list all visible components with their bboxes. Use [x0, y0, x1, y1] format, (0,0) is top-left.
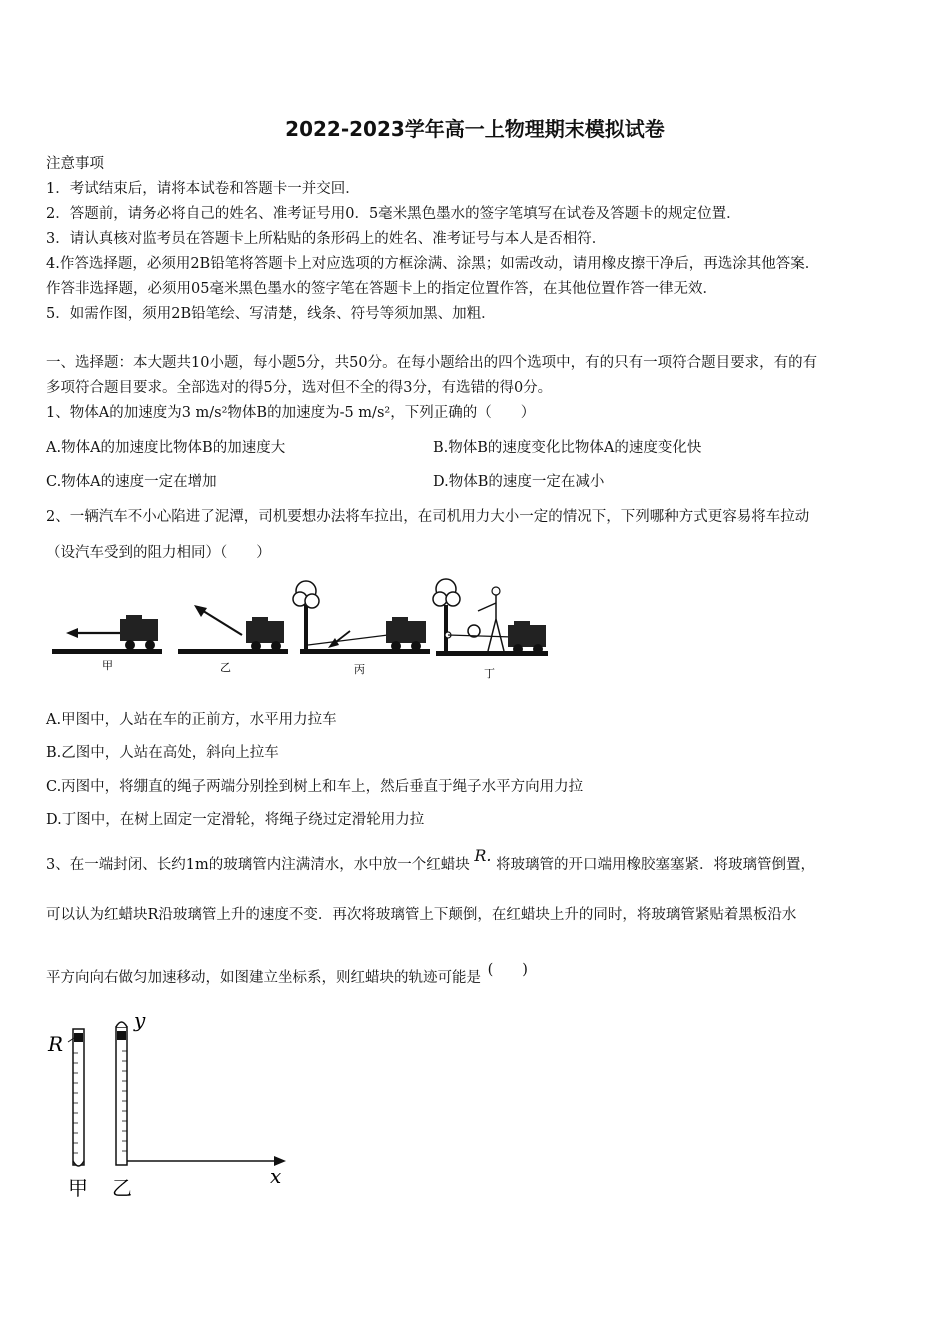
question-1-stem: 1、物体A的加速度为3 m/s²物体B的加速度为-5 m/s²，下列正确的（ ）: [46, 405, 536, 421]
wax-block-jia: [74, 1033, 83, 1042]
label-x: x: [270, 1164, 282, 1188]
figure-label-jia: 甲: [102, 659, 113, 672]
label-y: y: [134, 1008, 146, 1032]
section-instructions: 多项符合题目要求。全部选对的得5分，选对但不全的得3分，有选错的得0分。: [46, 380, 553, 396]
question-1-option-d: D.物体B的速度一定在减小: [433, 474, 605, 490]
question-3-answer-paren: ( ): [487, 962, 528, 978]
label-yi: 乙: [112, 1176, 132, 1200]
panel-ding: [433, 579, 548, 680]
notice-item: 作答非选择题，必须用05毫米黑色墨水的签字笔在答题卡上的指定位置作答，在其他位置作答一律无效．: [46, 281, 717, 297]
question-2-stem: 2、一辆汽车不小心陷进了泥潭，司机要想办法将车拉出，在司机用力大小一定的情况下，下列哪种方式更容易将车拉动: [46, 509, 810, 525]
notice-item: 4.作答选择题，必须用2B铅笔将答题卡上对应选项的方框涂满、涂黑；如需改动，请用橡皮擦干净后，再选涂其他答案．: [46, 256, 820, 272]
question-1-option-a: A.物体A的加速度比物体B的加速度大: [46, 440, 286, 456]
question-3-stem-part: 将玻璃管的开口端用橡胶塞塞紧．将玻璃管倒置，: [496, 857, 816, 873]
panel-yi: [178, 605, 288, 674]
label-jia: 甲: [68, 1176, 88, 1200]
page-title: 2022-2023学年高一上物理期末模拟试卷: [285, 117, 665, 141]
question-3-stem-part: 平方向向右做匀加速移动，如图建立坐标系，则红蜡块的轨迹可能是: [46, 970, 481, 986]
figure-label-ding: 丁: [484, 667, 495, 680]
notice-item: 3．请认真核对监考员在答题卡上所粘贴的条形码上的姓名、准考证号与本人是否相符．: [46, 231, 607, 247]
question-2-option-d: D.丁图中，在树上固定一定滑轮，将绳子绕过定滑轮用力拉: [46, 812, 425, 828]
question-2-figure: [50, 575, 560, 685]
figure-label-bing: 丙: [354, 663, 365, 676]
question-3-stem: [46, 846, 816, 874]
question-2-option-b: B.乙图中，人站在高处，斜向上拉车: [46, 745, 279, 761]
question-2-stem: （设汽车受到的阻力相同）（ ）: [46, 545, 271, 561]
panel-jia: [52, 615, 162, 672]
notice-heading: 注意事项: [46, 156, 104, 172]
panel-bing: [293, 581, 430, 676]
figure-label-yi: 乙: [220, 661, 231, 674]
question-3-r-symbol: R.: [474, 846, 492, 865]
question-3-stem: 可以认为红蜡块R沿玻璃管上升的速度不变．再次将玻璃管上下颠倒，在红蜡块上升的同时，将玻璃管紧贴着黑板沿水: [46, 907, 797, 923]
question-1-option-c: C.物体A的速度一定在增加: [46, 474, 217, 490]
glass-tube-jia: [73, 1029, 84, 1165]
question-1-option-b: B.物体B的速度变化比物体A的速度变化快: [433, 440, 702, 456]
question-2-option-a: A.甲图中，人站在车的正前方，水平用力拉车: [46, 712, 337, 728]
glass-tube-yi: [116, 1027, 127, 1165]
question-3-stem-part: 3、在一端封闭、长约1m的玻璃管内注满清水，水中放一个红蜡块: [46, 857, 470, 873]
question-3-stem: [46, 962, 528, 987]
notice-item: 2．答题前，请务必将自己的姓名、准考证号用0．5毫米黑色墨水的签字笔填写在试卷及答题卡的规定位置．: [46, 206, 741, 222]
label-r: R: [48, 1032, 64, 1056]
notice-item: 5．如需作图，须用2B铅笔绘、写清楚，线条、符号等须加黑、加粗．: [46, 306, 496, 322]
section-instructions: 一、选择题：本大题共10小题，每小题5分，共50分。在每小题给出的四个选项中，有的只有一项符合题目要求，有的有: [46, 355, 818, 371]
question-2-option-c: C.丙图中，将绷直的绳子两端分别拴到树上和车上，然后垂直于绳子水平方向用力拉: [46, 779, 584, 795]
question-3-figure: [40, 1005, 300, 1205]
wax-block-yi: [117, 1031, 126, 1040]
notice-item: 1．考试结束后，请将本试卷和答题卡一并交回．: [46, 181, 360, 197]
